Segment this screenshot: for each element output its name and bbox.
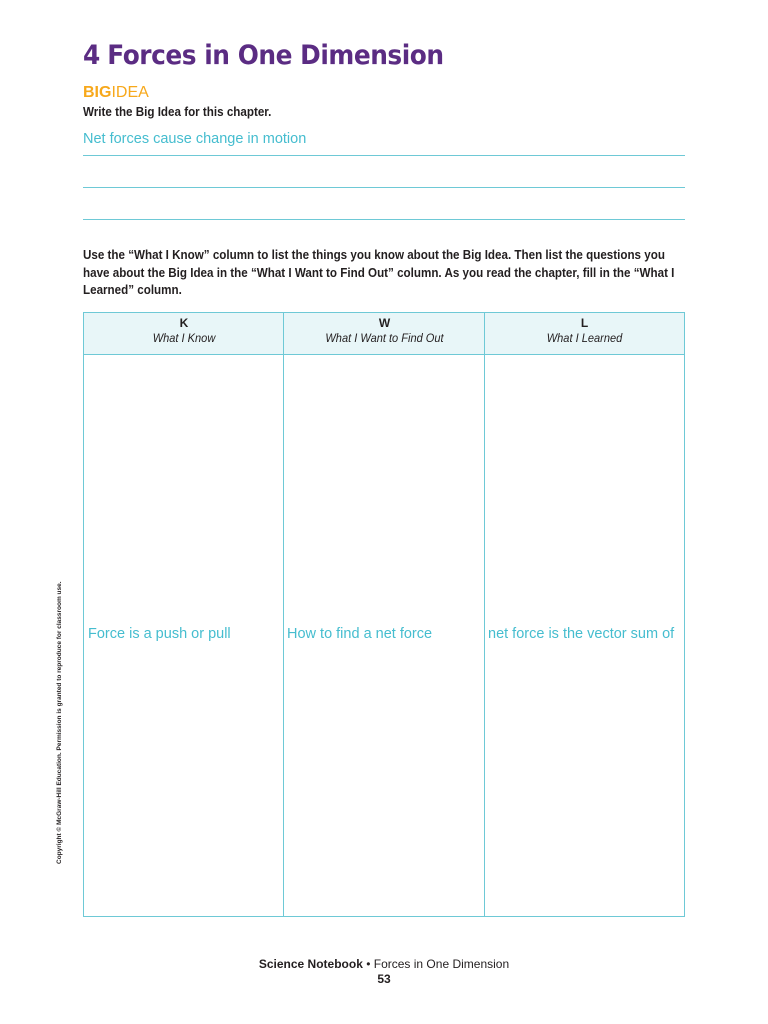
kwl-header-l-subtitle: What I Learned [546, 331, 623, 345]
kwl-header-w-subtitle: What I Want to Find Out [325, 331, 444, 345]
page-number: 53 [377, 972, 391, 986]
kwl-header-w-letter: W [378, 316, 391, 330]
kwl-header-k-subtitle: What I Know [152, 331, 216, 345]
kwl-table [83, 312, 685, 917]
kwl-w-entry[interactable]: How to find a net force [287, 626, 433, 642]
big-idea-answer[interactable]: Net forces cause change in motion [83, 131, 307, 147]
answer-line-3 [83, 219, 685, 220]
big-idea-prompt: Write the Big Idea for this chapter. [83, 105, 272, 119]
big-idea-label-idea: IDEA [111, 84, 149, 101]
kwl-column-divider-2 [484, 313, 485, 916]
answer-line-1 [83, 155, 685, 156]
big-idea-label-big: BIG [83, 84, 112, 101]
big-idea-label [83, 84, 149, 102]
kwl-instructions: Use the “What I Know” column to list the things you know about the Big Idea. Then list the questions you have about the Big Idea in the “What I Want to Find Out” column. As you read the chapter, fill in the “What I Learned” column. [83, 248, 675, 297]
kwl-header-k [84, 313, 284, 355]
kwl-k-entry[interactable]: Force is a push or pull [88, 626, 231, 642]
kwl-column-divider-1 [283, 313, 284, 916]
kwl-l-entry[interactable]: net force is the vector sum of [488, 626, 675, 642]
kwl-header-l-letter: L [580, 316, 589, 330]
chapter-title [83, 40, 444, 71]
copyright-notice: Copyright © McGraw-Hill Education. Permission is granted to reproduce for classroom use. [56, 581, 63, 864]
kwl-header-w [284, 313, 485, 355]
answer-line-2 [83, 187, 685, 188]
page-footer [0, 957, 768, 987]
chapter-number: 4 [83, 40, 100, 71]
footer-notebook: Science Notebook [258, 957, 363, 971]
footer-separator: • [362, 957, 374, 971]
footer-chapter-title: Forces in One Dimension [373, 957, 510, 971]
kwl-header-l [485, 313, 684, 355]
chapter-title-text: Forces in One Dimension [107, 40, 444, 71]
kwl-header-k-letter: K [179, 316, 189, 330]
